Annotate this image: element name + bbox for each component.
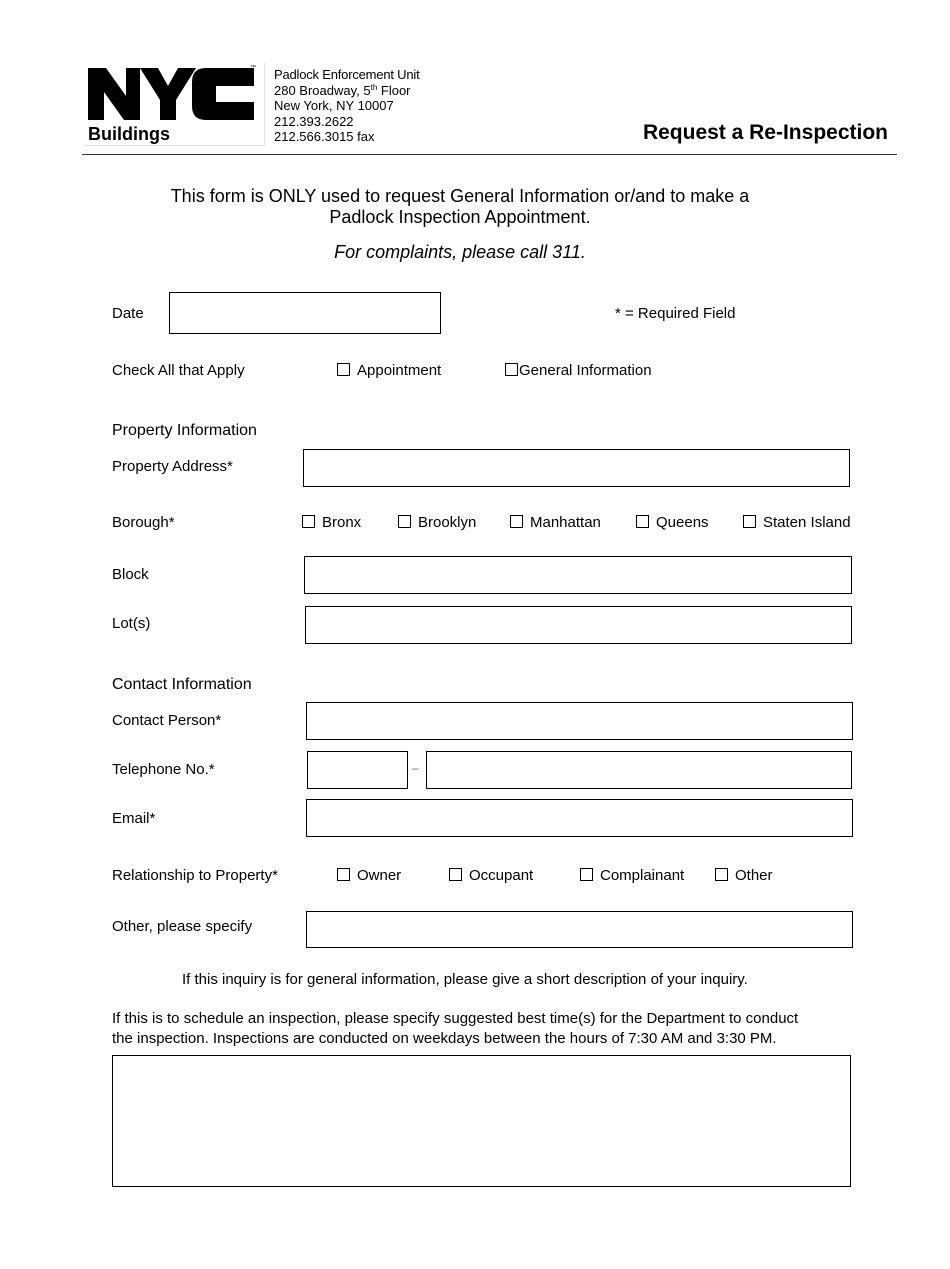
general-information-checkbox[interactable] xyxy=(505,363,518,376)
trademark-symbol: ™ xyxy=(250,65,256,71)
staten-island-label: Staten Island xyxy=(763,514,851,531)
telephone-number-field[interactable] xyxy=(426,751,852,789)
check-all-label: Check All that Apply xyxy=(112,362,245,379)
agency-address-block xyxy=(274,67,420,145)
relationship-option-complainant[interactable] xyxy=(580,867,684,884)
nyc-logo-icon xyxy=(88,66,254,122)
borough-option-manhattan[interactable] xyxy=(510,514,601,531)
telephone-label: Telephone No.* xyxy=(112,761,215,778)
borough-label: Borough* xyxy=(112,514,175,531)
complainant-label: Complainant xyxy=(600,867,685,884)
address-floor: Floor xyxy=(377,82,411,98)
appointment-label: Appointment xyxy=(357,362,442,379)
phone-number: 212.393.2622 xyxy=(274,113,354,129)
property-address-field[interactable] xyxy=(303,449,850,487)
address-line1 xyxy=(274,83,420,99)
queens-checkbox[interactable] xyxy=(636,515,649,528)
nyc-buildings-logo xyxy=(84,63,265,146)
address-superscript: th xyxy=(370,82,378,92)
appointment-option[interactable] xyxy=(337,362,441,379)
lots-label: Lot(s) xyxy=(112,615,151,632)
date-field[interactable] xyxy=(169,292,441,334)
email-field[interactable] xyxy=(306,799,853,837)
borough-option-bronx[interactable] xyxy=(302,514,361,531)
schedule-instruction-line1: If this is to schedule an inspection, please specify suggested best time(s) for the Department to conduct xyxy=(112,1010,799,1027)
bronx-label: Bronx xyxy=(322,514,362,531)
notice-line1: This form is ONLY used to request General Information or/and to make a xyxy=(170,186,750,206)
logo-subtitle: Buildings xyxy=(88,124,170,144)
appointment-checkbox[interactable] xyxy=(337,363,350,376)
owner-label: Owner xyxy=(357,867,402,884)
contact-information-heading: Contact Information xyxy=(112,676,252,693)
relationship-option-occupant[interactable] xyxy=(449,867,533,884)
borough-option-brooklyn[interactable] xyxy=(398,514,476,531)
manhattan-label: Manhattan xyxy=(530,514,601,531)
general-info-instruction: If this inquiry is for general information, please give a short description of your inquiry. xyxy=(182,971,748,988)
lots-field[interactable] xyxy=(305,606,852,644)
queens-label: Queens xyxy=(656,514,709,531)
form-title: Request a Re-Inspection xyxy=(642,121,888,144)
general-information-label: General Information xyxy=(519,362,652,379)
contact-person-label: Contact Person* xyxy=(112,712,222,729)
header-divider xyxy=(82,154,897,155)
occupant-checkbox[interactable] xyxy=(449,868,462,881)
telephone-separator: – xyxy=(412,761,419,775)
address-line2: New York, NY 10007 xyxy=(274,98,394,113)
required-field-note: * = Required Field xyxy=(615,305,736,322)
manhattan-checkbox[interactable] xyxy=(510,515,523,528)
general-information-option[interactable] xyxy=(505,362,652,379)
other-specify-label: Other, please specify xyxy=(112,918,253,935)
telephone-area-code-field[interactable] xyxy=(307,751,408,789)
unit-name: Padlock Enforcement Unit xyxy=(274,67,420,82)
notice-line2: Padlock Inspection Appointment. xyxy=(329,207,591,227)
occupant-label: Occupant xyxy=(469,867,534,884)
address-street: 280 Broadway, 5 xyxy=(274,82,371,98)
relationship-option-other[interactable] xyxy=(715,867,773,884)
property-address-label: Property Address* xyxy=(112,458,233,475)
other-label: Other xyxy=(735,867,773,884)
borough-option-queens[interactable] xyxy=(636,514,709,531)
fax-number: 212.566.3015 fax xyxy=(274,129,375,144)
relationship-option-owner[interactable] xyxy=(337,867,401,884)
relationship-label: Relationship to Property* xyxy=(112,867,278,884)
complaints-notice: For complaints, please call 311. xyxy=(334,242,586,262)
inquiry-description-textarea[interactable] xyxy=(112,1055,851,1187)
other-specify-field[interactable] xyxy=(306,911,853,948)
staten-island-checkbox[interactable] xyxy=(743,515,756,528)
other-checkbox[interactable] xyxy=(715,868,728,881)
email-label: Email* xyxy=(112,810,156,827)
property-information-heading: Property Information xyxy=(112,422,257,439)
brooklyn-checkbox[interactable] xyxy=(398,515,411,528)
schedule-instruction-line2: the inspection. Inspections are conducted on weekdays between the hours of 7:30 AM and 3:30 PM. xyxy=(112,1030,777,1047)
borough-option-staten-island[interactable] xyxy=(743,514,851,531)
owner-checkbox[interactable] xyxy=(337,868,350,881)
block-field[interactable] xyxy=(304,556,852,594)
date-label: Date xyxy=(112,305,144,322)
complainant-checkbox[interactable] xyxy=(580,868,593,881)
brooklyn-label: Brooklyn xyxy=(418,514,477,531)
block-label: Block xyxy=(112,566,149,583)
bronx-checkbox[interactable] xyxy=(302,515,315,528)
contact-person-field[interactable] xyxy=(306,702,853,740)
